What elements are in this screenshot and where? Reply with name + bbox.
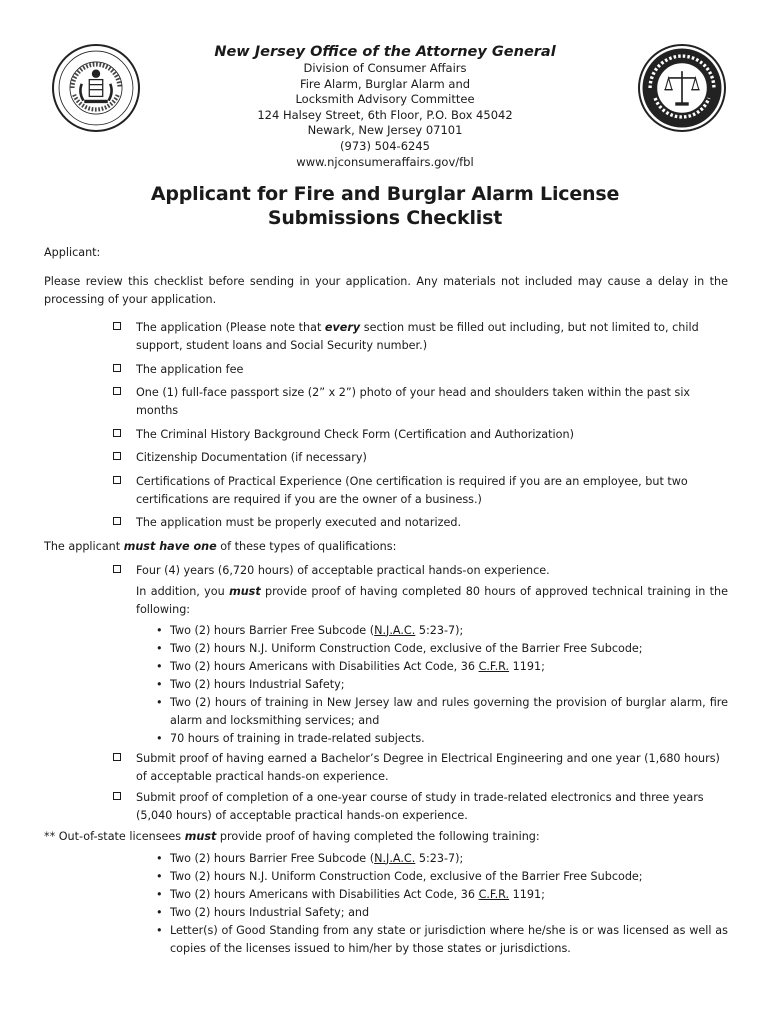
qualification-options-more xyxy=(44,750,728,825)
out-of-state-list xyxy=(44,850,728,958)
checklist-item: The application fee xyxy=(113,361,728,379)
qualification-option-experience: Four (4) years (6,720 hours) of acceptable practical hands-on experience. xyxy=(113,562,728,580)
applicant-label: Applicant: xyxy=(44,246,101,259)
checklist-item: Certifications of Practical Experience (One certification is required if you are an employee, but two certifications are required if you are the owner of a business.) xyxy=(113,473,728,509)
submission-checklist xyxy=(44,319,728,532)
document-body xyxy=(44,244,728,960)
qualification-options xyxy=(44,562,728,580)
checklist-item: One (1) full-face passport size (2” x 2”) photo of your head and shoulders taken within the past six months xyxy=(113,384,728,420)
checkbox-icon[interactable] xyxy=(113,452,121,460)
list-item: • Two (2) hours of training in New Jersey law and rules governing the provision of burglar alarm, fire alarm and locksmithing services; and xyxy=(156,695,728,727)
checklist-item: The application must be properly executed and notarized. xyxy=(113,514,728,532)
list-item: • Two (2) hours Barrier Free Subcode (N.J.A.C. 5:23-7); xyxy=(156,851,464,865)
training-list xyxy=(44,622,728,748)
website-line: www.njconsumeraffairs.gov/fbl xyxy=(296,154,474,169)
checkbox-icon[interactable] xyxy=(113,364,121,372)
list-item: • 70 hours of training in trade-related subjects. xyxy=(156,731,425,745)
committee-line-1: Fire Alarm, Burglar Alarm and xyxy=(299,76,471,91)
committee-line-2: Locksmith Advisory Committee xyxy=(295,92,475,107)
qualification-option-course: Submit proof of completion of a one-year course of study in trade-related electronics and three years (5,040 hours) of acceptable practical hands-on experience. xyxy=(113,789,728,825)
agency-name: New Jersey Office of the Attorney General xyxy=(214,44,556,60)
address-line: 124 Halsey Street, 6th Floor, P.O. Box 45042 xyxy=(257,107,513,122)
checkbox-icon[interactable] xyxy=(113,429,121,437)
attorney-general-seal-icon xyxy=(638,44,726,132)
list-item: • Two (2) hours Americans with Disabilities Act Code, 36 C.F.R. 1191; xyxy=(156,659,545,673)
training-requirement: In addition, you must provide proof of having completed 80 hours of approved technical training in the following: xyxy=(136,584,728,616)
checklist-item: Citizenship Documentation (if necessary) xyxy=(113,449,728,467)
city-line: Newark, New Jersey 07101 xyxy=(307,123,463,138)
checklist-item: The application (Please note that every section must be filled out including, but not limited to, child support, student loans and Social Security number.) xyxy=(113,319,728,355)
division-line: Division of Consumer Affairs xyxy=(303,61,467,75)
list-item: • Two (2) hours Barrier Free Subcode (N.J.A.C. 5:23-7); xyxy=(156,623,464,637)
checkbox-icon[interactable] xyxy=(113,517,121,525)
out-of-state-intro: ** Out-of-state licensees must provide proof of having completed the following training: xyxy=(44,829,540,843)
page-title xyxy=(60,182,710,230)
qualification-option-degree: Submit proof of having earned a Bachelor’s Degree in Electrical Engineering and one year (1,680 hours) of acceptable practical hands-on experience. xyxy=(113,750,728,786)
checkbox-icon[interactable] xyxy=(113,322,121,330)
checkbox-icon[interactable] xyxy=(113,753,121,761)
checkbox-icon[interactable] xyxy=(113,792,121,800)
list-item: • Two (2) hours Industrial Safety; and xyxy=(156,905,370,919)
list-item: • Letter(s) of Good Standing from any state or jurisdiction where he/she is or was licensed as well as copies of the licenses issued to him/her by those states or jurisdictions. xyxy=(156,923,728,955)
phone-line: (973) 504-6245 xyxy=(340,138,430,153)
list-item: • Two (2) hours N.J. Uniform Construction Code, exclusive of the Barrier Free Subcode; xyxy=(156,641,643,655)
checkbox-icon[interactable] xyxy=(113,565,121,573)
checkbox-icon[interactable] xyxy=(113,476,121,484)
list-item: • Two (2) hours Americans with Disabilities Act Code, 36 C.F.R. 1191; xyxy=(156,887,545,901)
letterhead xyxy=(150,43,620,170)
title-line-1: Applicant for Fire and Burglar Alarm License xyxy=(150,183,620,205)
checklist-item: The Criminal History Background Check Form (Certification and Authorization) xyxy=(113,426,728,444)
list-item: • Two (2) hours Industrial Safety; xyxy=(156,677,345,691)
title-line-2: Submissions Checklist xyxy=(267,207,503,229)
state-seal-icon xyxy=(52,44,140,132)
intro-paragraph: Please review this checklist before sending in your application. Any materials not included may cause a delay in the processing of your application. xyxy=(44,275,728,306)
qualifications-intro: The applicant must have one of these types of qualifications: xyxy=(44,539,397,553)
list-item: • Two (2) hours N.J. Uniform Construction Code, exclusive of the Barrier Free Subcode; xyxy=(156,869,643,883)
checkbox-icon[interactable] xyxy=(113,387,121,395)
